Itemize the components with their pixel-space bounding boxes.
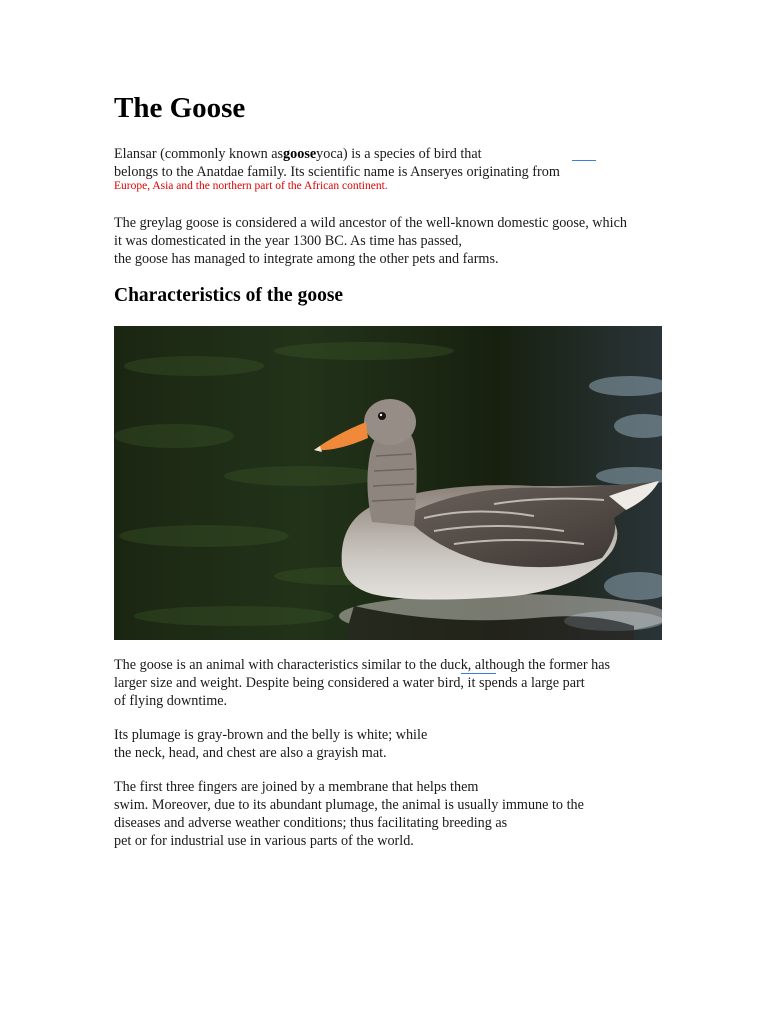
page-title: The Goose [114,92,246,124]
paragraph-line: larger size and weight. Despite being considered a water bird, it spends a large part [114,675,585,691]
paragraph-line: the goose has managed to integrate among the other pets and farms. [114,251,499,267]
paragraph-plumage [114,726,427,762]
paragraph-line: of flying downtime. [114,693,228,709]
paragraph-line: it was domesticated in the year 1300 BC. As time has passed, [114,233,462,249]
intro-line-2: belongs to the Anatdae family. Its scientific name is Anseryes originating from [114,164,560,180]
section-heading: Characteristics of the goose [114,285,344,306]
paragraph-line: The greylag goose is considered a wild ancestor of the well-known domestic goose, which [114,215,627,231]
intro-line-1 [114,145,560,163]
goose-illustration [114,326,662,640]
paragraph-line [114,656,610,674]
intro-line-1-end: yoca) is a species of bird that [316,146,482,162]
paragraph-line: pet or for industrial use in various parts of the world. [114,833,414,849]
paragraph-line: the neck, head, and chest are also a grayish mat. [114,745,387,761]
paragraph-membrane [114,778,584,850]
intro-red-text: Europe, Asia and the northern part of the African continent. [114,180,388,192]
paragraph-domestication [114,214,627,268]
paragraph-line: swim. Moreover, due to its abundant plumage, the animal is usually immune to the [114,797,584,813]
tracked-change-marker[interactable]: k, alth [460,657,497,673]
paragraph-line: Its plumage is gray-brown and the belly is white; while [114,727,428,743]
intro-line-1-start: Elansar (commonly known as [114,146,284,162]
paragraph-fragment: The goose is an animal with characteristics similar to the duc [114,657,461,673]
paragraph-fragment: ough the former has [496,657,611,673]
paragraph-line: diseases and adverse weather conditions; thus facilitating breeding as [114,815,508,831]
goose-photo [114,326,662,640]
paragraph-line: The first three fingers are joined by a membrane that helps them [114,779,479,795]
paragraph-characteristics [114,656,610,710]
intro-paragraph [114,145,560,181]
intro-keyword: goose [283,146,317,162]
comment-link-marker[interactable] [572,160,596,161]
